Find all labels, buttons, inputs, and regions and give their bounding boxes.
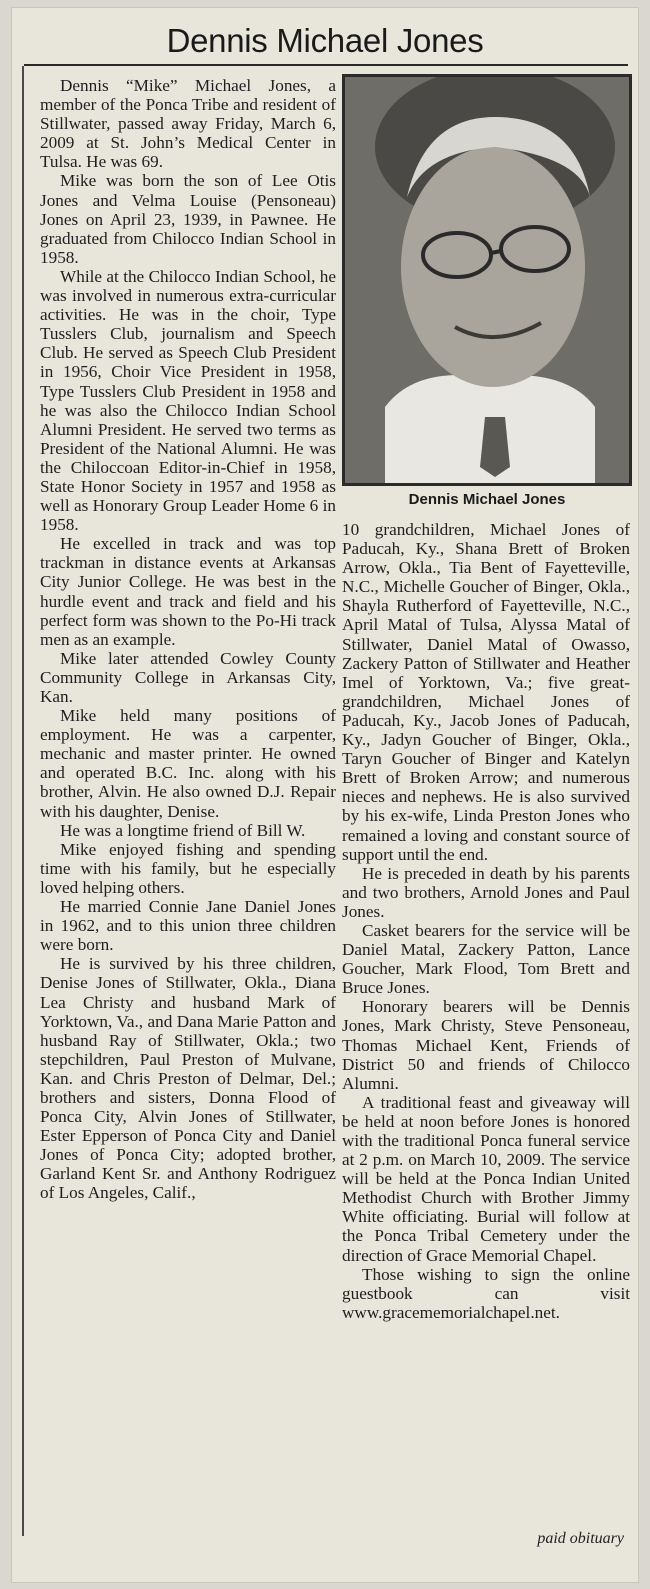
column-right [342,520,630,1322]
left-border-rule [22,66,24,1536]
column-left [40,76,336,1203]
paragraph: He excelled in track and was top trackman in distance events at Arkansas City Junior College. He was best in the hurdle event and track and field and his perfect form was shown to the Po-Hi track men as an example. [40,534,336,649]
portrait-sketch [345,77,629,483]
paragraph: Honorary bearers will be Dennis Jones, Mark Christy, Steve Pensoneau, Thomas Michael Kent, Friends of District 50 and friends of Chilocco Alumni. [342,997,630,1093]
paragraph: While at the Chilocco Indian School, he was involved in numerous extra-curricular activities. He was in the choir, Type Tusslers Club, journalism and Speech Club. He served as Speech Club President in 1956, Choir Vice President in 1958, Type Tusslers Club President in 1958 and he was also the Chilocco Indian School Alumni President. He served two terms as President of the National Alumni. He was the Chiloccoan Editor-in-Chief in 1958, State Honor Society in 1957 and 1958 as well as Honorary Group Leader Home 6 in 1958. [40,266,336,535]
photo-caption: Dennis Michael Jones [408,491,566,508]
paragraph: Dennis “Mike” Michael Jones, a member of the Ponca Tribe and resident of Stillwater, passed away Friday, March 6, 2009 at St. John’s Medical Center in Tulsa. He was 69. [40,76,336,172]
paragraph: Those wishing to sign the online guestbook can visit www.gracememorialchapel.net. [342,1264,630,1322]
paid-obituary-note: paid obituary [537,1530,624,1547]
paragraph: Mike was born the son of Lee Otis Jones and Velma Louise (Pensoneau) Jones on April 23, 1939, in Pawnee. He graduated from Chilocco Indian School in 1958. [40,171,336,267]
paragraph: Mike later attended Cowley County Community College in Arkansas City, Kan. [40,648,336,706]
headline-rule [24,64,628,66]
paragraph: He is survived by his three children, Denise Jones of Stillwater, Okla., Diana Lea Christy and husband Mark of Yorktown, Va., and Dana Marie Patton and husband Ray of Stillwater, Okla.; two stepchildren, Paul Preston of Mulvane, Kan. and Chris Preston of Delmar, Del.; brothers and sisters, Donna Flood of Ponca City, Alvin Jones of Stillwater, Ester Epperson of Ponca City and Daniel Jones of Ponca City; adopted brother, Garland Kent Sr. and Anthony Rodriguez of Los Angeles, Calif., [40,954,336,1203]
paragraph: He is preceded in death by his parents and two brothers, Arnold Jones and Paul Jones. [342,863,630,921]
paragraph: Mike held many positions of employment. He was a carpenter, mechanic and master printer. He owned and operated B.C. Inc. along with his brother, Alvin. He also owned D.J. Repair with his daughter, Denise. [40,706,336,821]
headline: Dennis Michael Jones [166,22,484,59]
paragraph: He was a longtime friend of Bill W. [60,820,306,840]
portrait-photo [342,74,632,486]
paragraph: He married Connie Jane Daniel Jones in 1962, and to this union three children were born. [40,897,336,955]
paragraph: 10 grandchildren, Michael Jones of Paducah, Ky., Shana Brett of Broken Arrow, Okla., Tia Bent of Fayetteville, N.C., Michelle Goucher of Binger, Okla., Shayla Rutherford of Fayetteville, N.C., April Matal of Tulsa, Alyssa Matal of Stillwater, Daniel Matal of Owasso, Zackery Patton of Stillwater and Heather Imel of Yorktown, Va.; five great-grandchildren, Michael Jones of Paducah, Ky., Jacob Jones of Paducah, Ky., Jadyn Goucher of Binger, Okla., Taryn Goucher of Binger and Katelyn Brett of Broken Arrow; and numerous nieces and nephews. He is also survived by his ex-wife, Linda Preston Jones who remained a loving and constant source of support until the end. [342,520,630,864]
paragraph: Mike enjoyed fishing and spending time with his family, but he especially loved helping others. [40,839,336,897]
paragraph: A traditional feast and giveaway will be held at noon before Jones is honored with the traditional Ponca funeral service at 2 p.m. on March 10, 2009. The service will be held at the Ponca Indian United Methodist Church with Brother Jimmy White officiating. Burial will follow at the Ponca Tribal Cemetery under the direction of Grace Memorial Chapel. [342,1092,630,1265]
portrait-image [345,77,629,483]
obituary-clipping [12,8,638,1582]
paragraph: Casket bearers for the service will be Daniel Matal, Zackery Patton, Lance Goucher, Mark Flood, Tom Brett and Bruce Jones. [342,920,630,998]
